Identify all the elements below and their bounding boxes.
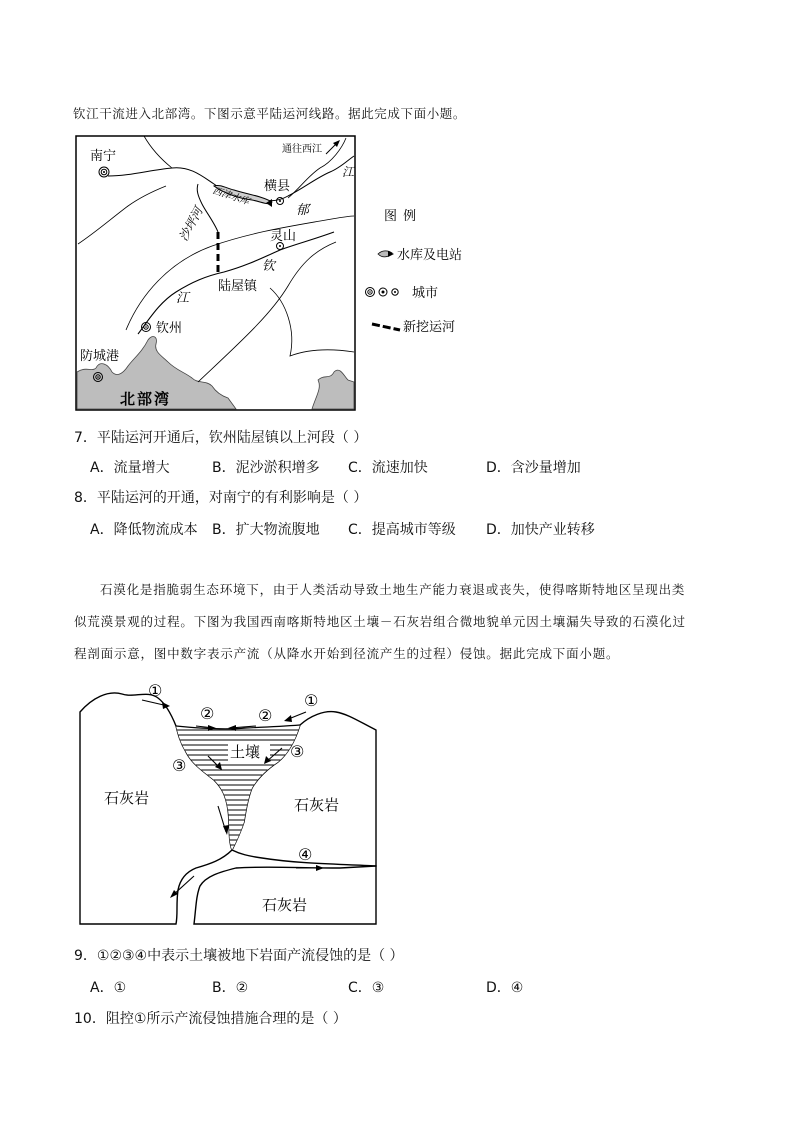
passage-line-1: 石漠化是指脆弱生态环境下，由于人类活动导致土地生产能力衰退或丧失，使得喀斯特地区呈现出类: [100, 582, 686, 597]
question-10-stem: 10．阻控①所示产流侵蚀措施合理的是（ ）: [74, 1011, 347, 1027]
question-8-option-d[interactable]: D．加快产业转移: [486, 522, 595, 538]
legend-city-symbols: [366, 288, 399, 297]
label-jiang-mid: 江: [176, 291, 190, 306]
map-frame: [76, 136, 355, 410]
intro-text: 钦江干流进入北部湾。下图示意平陆运河线路。据此完成下面小题。: [73, 106, 467, 121]
question-7-option-a[interactable]: A．流量增大: [90, 460, 170, 476]
label-lingshan: 灵山: [270, 229, 297, 244]
question-9-option-b[interactable]: B．②: [212, 980, 249, 996]
question-7-option-d[interactable]: D．含沙量增加: [486, 460, 581, 476]
legend-title: 图 例: [384, 209, 418, 224]
marker-1-right: ①: [304, 691, 319, 710]
passage-line-3: 程剖面示意，图中数字表示产流（从降水开始到径流产生的过程）侵蚀。据此完成下面小题。: [74, 646, 620, 661]
question-9-option-c[interactable]: C．③: [348, 980, 385, 996]
label-qin: 钦: [262, 259, 276, 274]
question-7-option-b[interactable]: B．泥沙淤积增多: [212, 460, 320, 476]
label-xijin-reservoir: 西津水库: [211, 185, 251, 208]
legend-canal-label: 新挖运河: [403, 320, 456, 335]
label-hengxian: 横县: [264, 179, 291, 194]
limestone-lower-label: 石灰岩: [262, 896, 308, 914]
passage-line-2: 似荒漠景观的过程。下图为我国西南喀斯特地区土壤－石灰岩组合微地貌单元因土壤漏失导致的石漠化过: [74, 614, 686, 629]
label-yu: 郁: [296, 203, 310, 218]
legend-reservoir-label: 水库及电站: [397, 248, 463, 263]
label-qinzhou: 钦州: [156, 321, 183, 336]
marker-3-left: ③: [172, 756, 187, 775]
legend-canal-symbol: [372, 324, 400, 330]
question-9-stem: 9．①②③④中表示土壤被地下岩面产流侵蚀的是（ ）: [74, 948, 404, 964]
question-7-option-c[interactable]: C．流速加快: [348, 460, 428, 476]
question-8-option-a[interactable]: A．降低物流成本: [90, 522, 198, 538]
label-shaping-river: 沙坪河: [176, 205, 206, 244]
karst-profile-figure: [0, 670, 794, 932]
label-beibuwan: 北部湾: [120, 390, 172, 408]
marker-4: ④: [298, 845, 313, 864]
label-to-xijiang: 通往西江: [282, 144, 322, 155]
legend-city-label: 城市: [412, 286, 439, 301]
marker-1-left: ①: [148, 681, 163, 700]
marker-2-right: ②: [258, 706, 273, 725]
limestone-left-label: 石灰岩: [104, 789, 150, 807]
soil-label: 土壤: [230, 743, 261, 761]
question-7-stem: 7．平陆运河开通后，钦州陆屋镇以上河段（ ）: [74, 430, 368, 446]
marker-2-left: ②: [200, 704, 215, 723]
question-8-stem: 8．平陆运河的开通，对南宁的有利影响是（ ）: [74, 490, 368, 506]
limestone-lower-outline: [194, 866, 376, 924]
label-fangchenggang: 防城港: [80, 349, 120, 364]
canal-map-figure: [0, 0, 794, 430]
label-nanning: 南宁: [90, 149, 117, 164]
question-8-option-b[interactable]: B．扩大物流腹地: [212, 522, 320, 538]
label-luwu: 陆屋镇: [218, 279, 258, 294]
marker-3-right: ③: [290, 742, 305, 761]
question-8-option-c[interactable]: C．提高城市等级: [348, 522, 456, 538]
limestone-right-label: 石灰岩: [294, 796, 340, 814]
label-jiang-right: 江: [342, 165, 355, 179]
question-9-option-a[interactable]: A．①: [90, 980, 127, 996]
question-9-option-d[interactable]: D．④: [486, 980, 524, 996]
